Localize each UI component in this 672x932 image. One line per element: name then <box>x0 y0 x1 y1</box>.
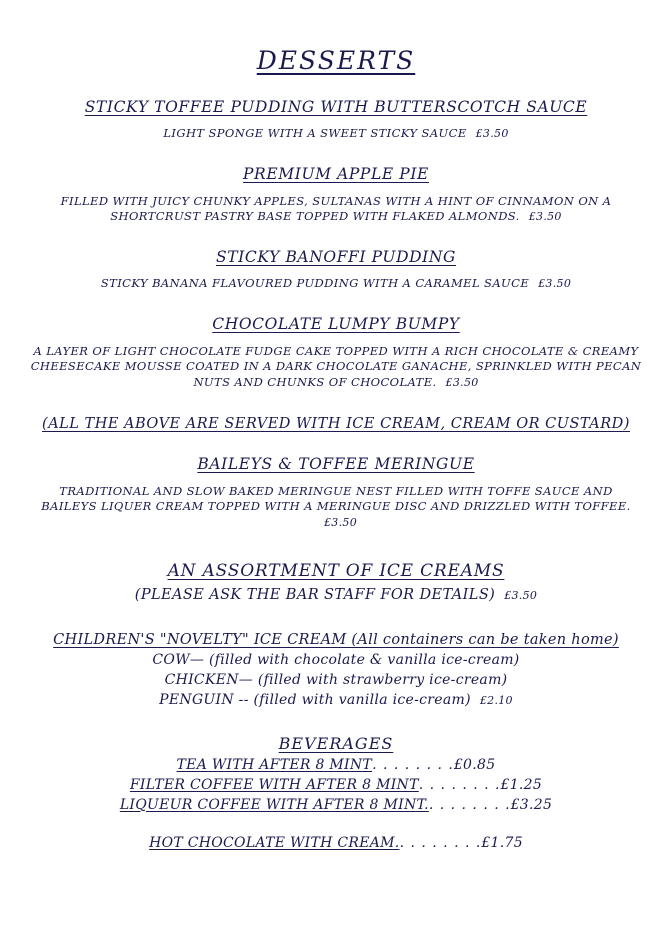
childrens-option: CHICKEN— (filled with strawberry ice-cream) <box>164 671 508 688</box>
menu-item-description <box>26 276 646 292</box>
childrens-heading: CHILDREN'S "NOVELTY" ICE CREAM (All containers can be taken home) <box>53 631 619 648</box>
childrens-option <box>26 692 646 708</box>
menu-item-description <box>26 194 646 225</box>
beverage-label: FILTER COFFEE WITH AFTER 8 MINT <box>129 776 419 793</box>
menu-item <box>26 454 646 530</box>
beverages-section <box>26 734 646 851</box>
childrens-option: COW— (filled with chocolate & vanilla ice-cream) <box>152 651 520 668</box>
menu-item-price: £3.50 <box>324 515 357 529</box>
ice-cream-section <box>26 561 646 603</box>
ice-cream-subtitle <box>26 587 646 603</box>
childrens-price: £2.10 <box>479 693 513 707</box>
menu-item <box>26 164 646 225</box>
menu-item-price: £3.50 <box>445 375 479 389</box>
childrens-option-text: PENGUIN -- (filled with vanilla ice-cream) <box>159 691 471 708</box>
beverage-row <box>26 797 646 813</box>
menu-item <box>26 97 646 142</box>
ice-cream-subtitle-text: (PLEASE ASK THE BAR STAFF FOR DETAILS) <box>134 586 496 603</box>
menu-item-description <box>26 126 646 142</box>
beverage-price: £0.85 <box>453 756 496 773</box>
beverages-title: BEVERAGES <box>278 733 394 753</box>
menu-item-name: CHOCOLATE LUMPY BUMPY <box>212 315 460 334</box>
menu-item-name: STICKY TOFFEE PUDDING WITH BUTTERSCOTCH SAUCE <box>84 98 588 116</box>
childrens-ice-cream-section <box>26 629 646 708</box>
beverage-row <box>26 835 646 851</box>
menu-item-name: PREMIUM APPLE PIE <box>243 165 429 184</box>
beverage-row <box>26 777 646 793</box>
beverage-label: LIQUEUR COFFEE WITH AFTER 8 MINT. <box>119 796 429 813</box>
menu-item-description <box>26 344 646 391</box>
menu-item <box>26 247 646 292</box>
menu-item-price: £3.50 <box>475 127 509 141</box>
menu-item-price: £3.50 <box>538 277 572 291</box>
menu-item-description-text: FILLED WITH JUICY CHUNKY APPLES, SULTANAS WITH A HINT OF CINNAMON ON A SHORTCRUST PASTRY BASE TOPPED WITH FLAKED ALMONDS. <box>60 193 612 224</box>
menu-item-description-text: TRADITIONAL AND SLOW BAKED MERINGUE NEST FILLED WITH TOFFE SAUCE AND BAILEYS LIQUER CREAM TOPPED WITH A MERINGUE DISC AND DRIZZLED WITH TOFFEE. <box>41 483 631 514</box>
beverage-price: £1.25 <box>500 776 543 793</box>
beverage-label: HOT CHOCOLATE WITH CREAM. <box>149 834 400 851</box>
beverage-price: £3.25 <box>510 796 553 813</box>
beverage-label: TEA WITH AFTER 8 MINT <box>176 756 373 773</box>
beverage-dots: . . . . . . . . <box>418 776 501 793</box>
menu-item-name: BAILEYS & TOFFEE MERINGUE <box>197 455 475 474</box>
beverage-dots: . . . . . . . . <box>428 796 511 813</box>
menu-item-name: STICKY BANOFFI PUDDING <box>215 247 457 266</box>
served-with-note: (ALL THE ABOVE ARE SERVED WITH ICE CREAM, CREAM OR CUSTARD) <box>42 416 630 433</box>
page-title: DESSERTS <box>256 46 416 75</box>
menu-item-price: £3.50 <box>528 210 562 224</box>
menu-item-description-text: A LAYER OF LIGHT CHOCOLATE FUDGE CAKE TOPPED WITH A RICH CHOCOLATE & CREAMY CHEESECAKE MOUSSE COATED IN A DARK CHOCOLATE GANACHE, SPRINKLED WITH PECAN NUTS AND CHUNKS OF CHOCOLATE. <box>30 343 642 389</box>
beverage-dots: . . . . . . . . <box>372 756 454 773</box>
menu-item-description <box>26 484 646 531</box>
ice-cream-price: £3.50 <box>504 588 538 602</box>
ice-cream-title: AN ASSORTMENT OF ICE CREAMS <box>167 560 505 581</box>
beverage-price: £1.75 <box>481 834 523 851</box>
menu-item-description-text: LIGHT SPONGE WITH A SWEET STICKY SAUCE <box>163 126 467 141</box>
menu-item <box>26 314 646 390</box>
menu-item-description-text: STICKY BANANA FLAVOURED PUDDING WITH A CARAMEL SAUCE <box>100 276 530 291</box>
beverage-dots: . . . . . . . . <box>399 834 482 851</box>
beverage-row <box>26 757 646 773</box>
